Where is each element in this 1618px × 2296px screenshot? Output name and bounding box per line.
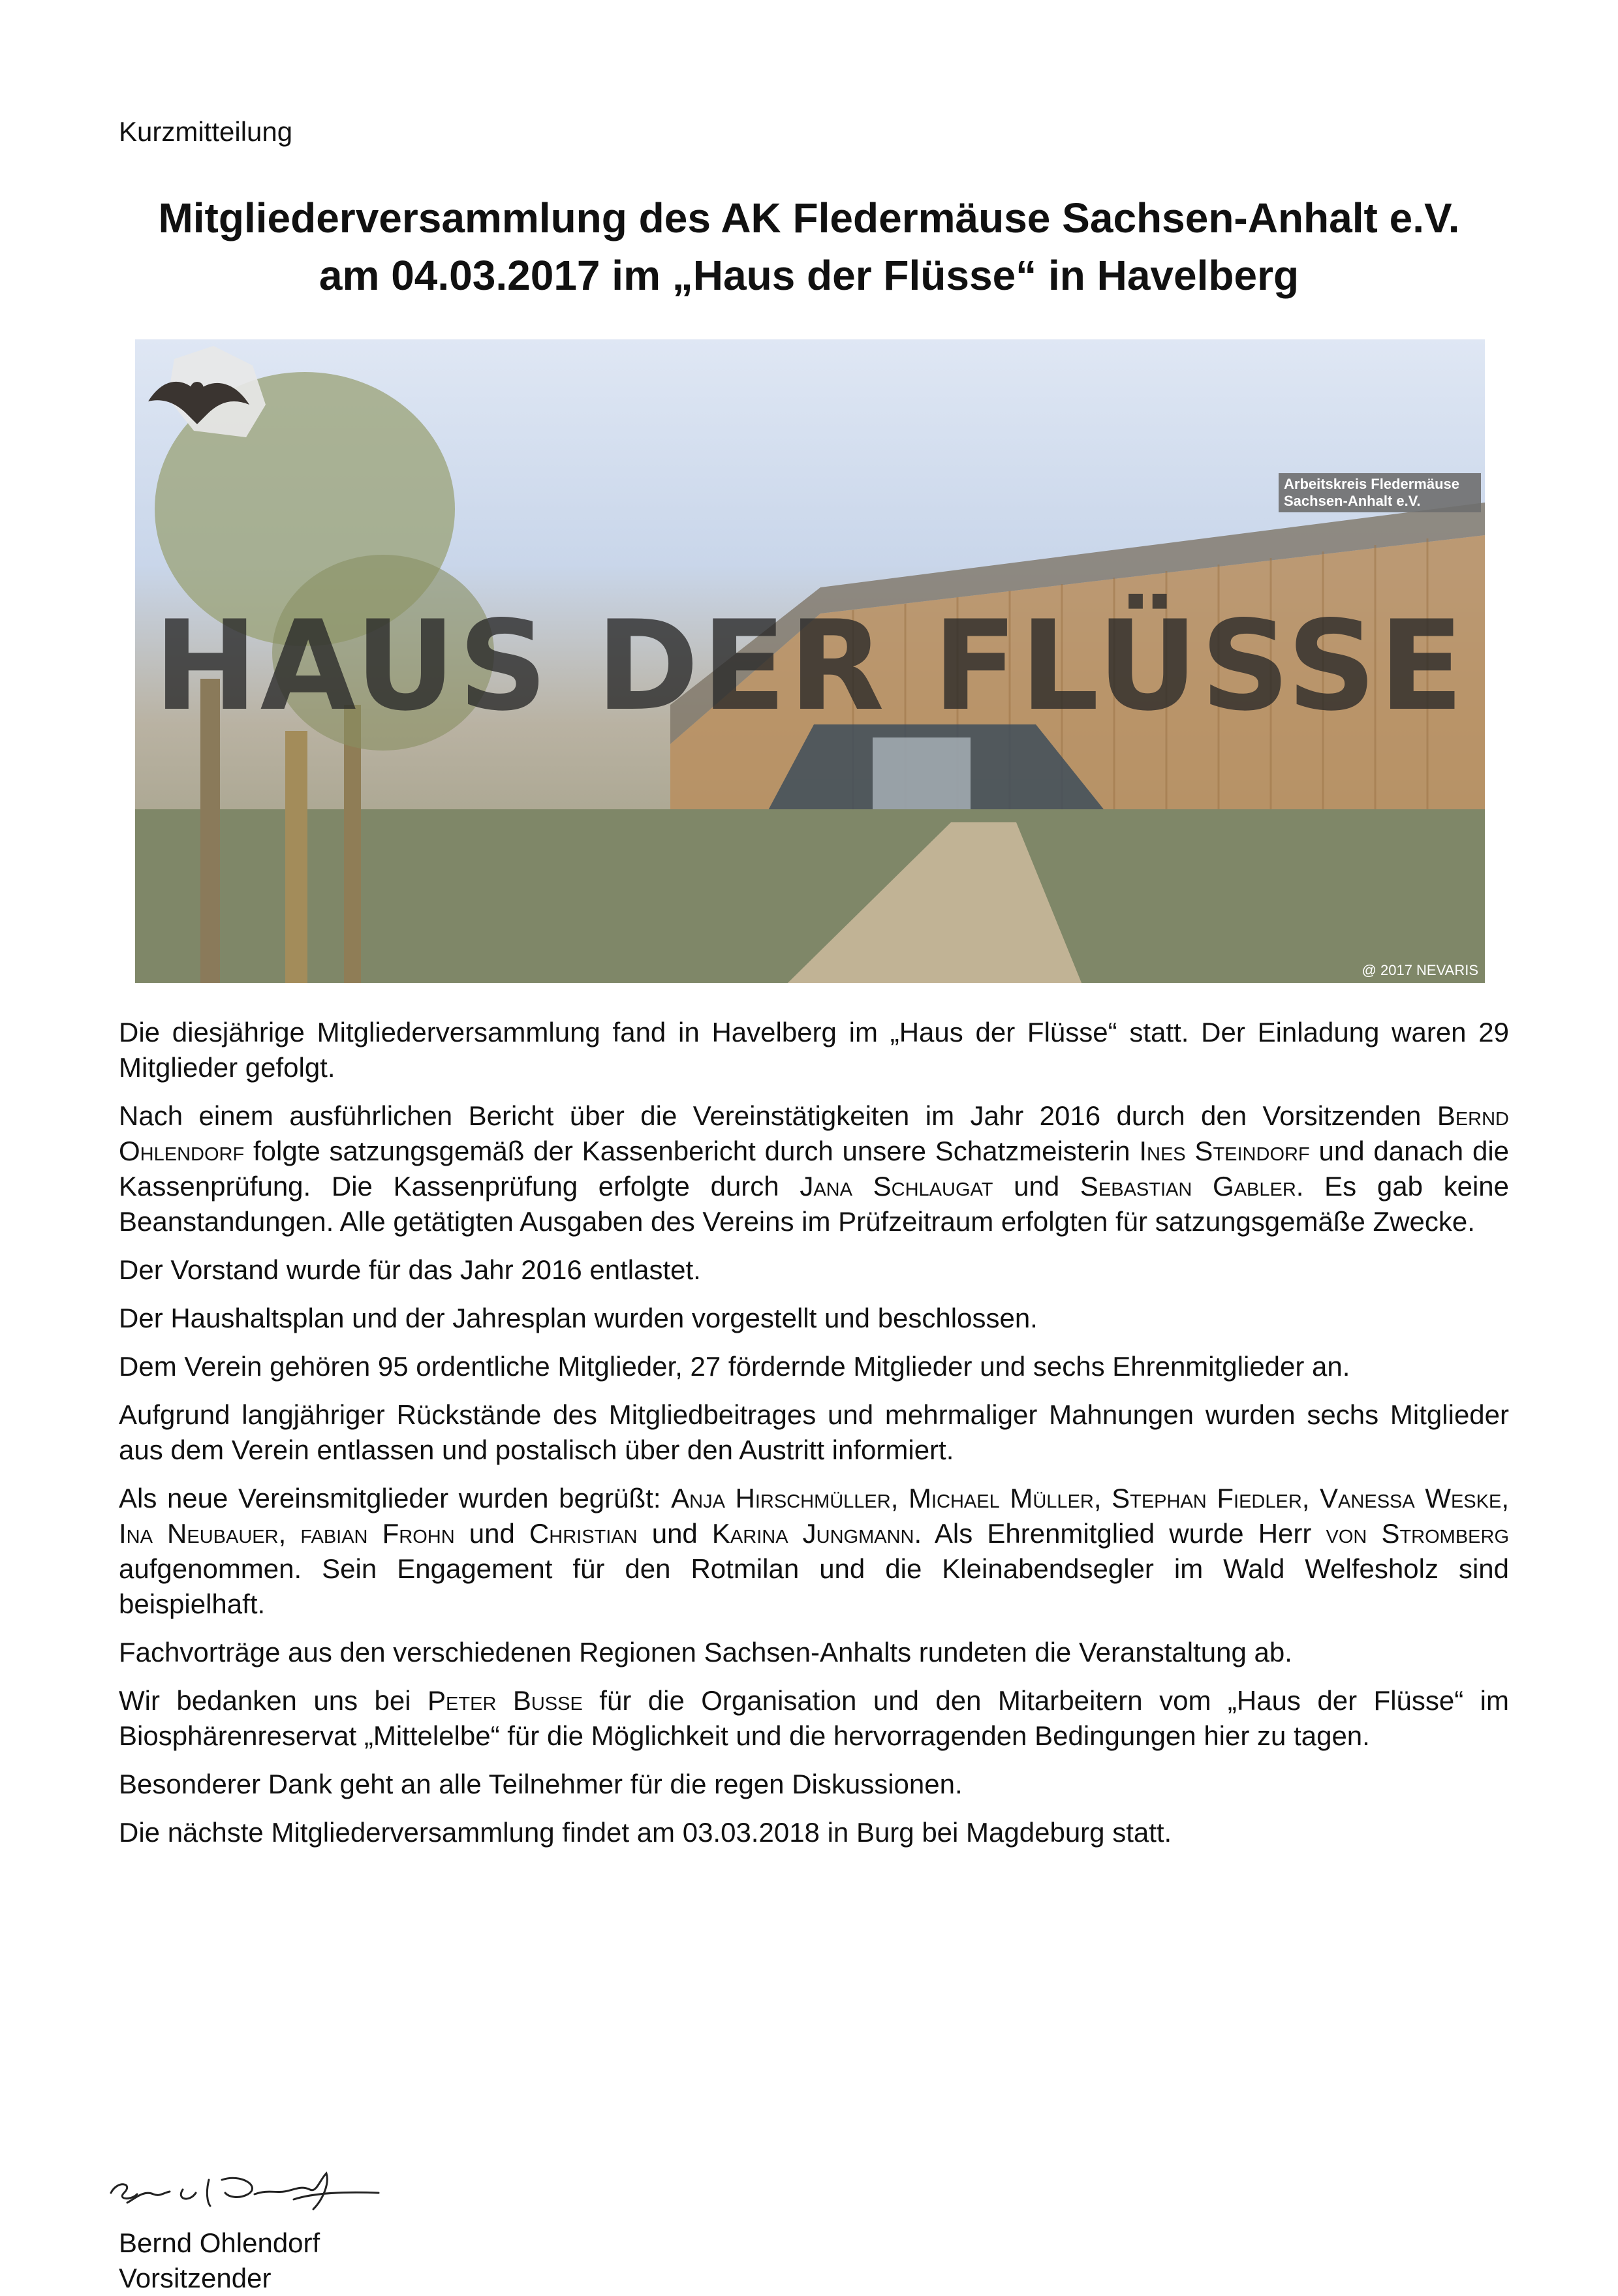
handwritten-signature <box>98 2154 437 2226</box>
logo-label-line-2: Sachsen-Anhalt e.V. <box>1284 493 1421 509</box>
person-name: Anja Hirschmüller <box>671 1483 891 1513</box>
text: Als neue Vereinsmitglieder wurden begrüßt: <box>119 1483 672 1513</box>
entrance-door <box>873 737 971 816</box>
text: , <box>1093 1483 1112 1513</box>
paragraph-11: Die nächste Mitgliederversammlung findet am 03.03.2018 in Burg bei Magdeburg statt. <box>119 1817 1172 1848</box>
person-name: Karina Jungmann <box>711 1518 914 1549</box>
paragraph-9 <box>119 1683 1509 1754</box>
text: , <box>278 1518 301 1549</box>
text: und danach die Kassenprüfung. Die Kassenprüfung erfolgte durch <box>119 1136 1510 1202</box>
person-name: Christian <box>529 1518 638 1549</box>
document-title <box>91 189 1527 304</box>
text: , <box>890 1483 909 1513</box>
text: . Es gab keine Beanstandungen. Alle getätigten Ausgaben des Vereins im Prüfzeitraum erfolgten für satzungsgemäße Zwecke. <box>119 1171 1510 1237</box>
paragraph-3: Der Vorstand wurde für das Jahr 2016 entlastet. <box>119 1254 701 1285</box>
person-name: Ina Neubauer <box>119 1518 279 1549</box>
paragraph-2 <box>119 1098 1509 1239</box>
logo-label <box>1279 473 1481 512</box>
paragraph-7 <box>119 1481 1509 1622</box>
text: für die Organisation und den Mitarbeitern vom „Haus der Flüsse“ im Biosphärenreservat „Mittelelbe“ für die Möglichkeit und die hervorragenden Bedingungen hier zu tagen. <box>119 1685 1509 1751</box>
text: Nach einem ausführlichen Bericht über die Vereinstätigkeiten im Jahr 2016 durch den Vorsitzenden <box>119 1100 1437 1131</box>
person-name: fabian Frohn <box>300 1518 455 1549</box>
paragraph-5: Dem Verein gehören 95 ordentliche Mitglieder, 27 fördernde Mitglieder und sechs Ehrenmitglieder an. <box>119 1351 1350 1382</box>
person-name: Ines Steindorf <box>1139 1136 1310 1166</box>
text: . Als Ehrenmitglied wurde Herr <box>914 1518 1326 1549</box>
paragraph-10: Besonderer Dank geht an alle Teilnehmer für die regen Diskussionen. <box>119 1769 963 1799</box>
person-name: Vanessa Weske <box>1320 1483 1502 1513</box>
photo-credit: @ 2017 NEVARIS <box>1361 962 1478 978</box>
document-body <box>119 1015 1509 1863</box>
paragraph-4: Der Haushaltsplan und der Jahresplan wurden vorgestellt und beschlossen. <box>119 1303 1038 1333</box>
logo-label-line-1: Arbeitskreis Fledermäuse <box>1284 476 1460 492</box>
bat-logo-icon <box>135 339 343 470</box>
text: folgte satzungsgemäß der Kassenbericht durch unsere Schatzmeisterin <box>244 1136 1140 1166</box>
text: und <box>454 1518 529 1549</box>
grass-ground <box>135 809 1485 983</box>
signer-role: Vorsitzender <box>119 2263 272 2293</box>
hero-overlay-title: HAUS DER FLÜSSE <box>153 594 1467 738</box>
text: , <box>1501 1483 1510 1513</box>
person-name: Michael Müller <box>909 1483 1094 1513</box>
paragraph-8: Fachvorträge aus den verschiedenen Regionen Sachsen-Anhalts rundeten die Veranstaltung ab. <box>119 1637 1292 1668</box>
text: und <box>637 1518 712 1549</box>
person-name: Stephan Fiedler <box>1112 1483 1302 1513</box>
text: und <box>993 1171 1080 1202</box>
text: Wir bedanken uns bei <box>119 1685 428 1716</box>
signer-name: Bernd Ohlendorf <box>119 2227 320 2258</box>
person-name: Peter Busse <box>428 1685 583 1716</box>
person-name: Jana Schlaugat <box>800 1171 993 1202</box>
paragraph-6: Aufgrund langjähriger Rückstände des Mitgliedbeitrages und mehrmaliger Mahnungen wurden sechs Mitglieder aus dem Verein entlassen und postalisch über den Austritt informiert. <box>119 1399 1509 1465</box>
person-name: Sebastian Gabler <box>1080 1171 1296 1202</box>
person-name: Bernd Ohlendorf <box>119 1100 1509 1166</box>
title-line-2: am 04.03.2017 im „Haus der Flüsse“ in Havelberg <box>319 252 1299 299</box>
text: , <box>1301 1483 1320 1513</box>
title-line-1: Mitgliederversammlung des AK Fledermäuse Sachsen-Anhalt e.V. <box>158 194 1460 241</box>
signer-block <box>119 2226 320 2296</box>
hero-photo <box>135 339 1485 983</box>
text: aufgenommen. Sein Engagement für den Rotmilan und die Kleinabendsegler im Wald Welfesholz sind beispielhaft. <box>119 1553 1509 1619</box>
document-kicker: Kurzmitteilung <box>119 116 293 147</box>
person-name: von Stromberg <box>1326 1518 1510 1549</box>
paragraph-1: Die diesjährige Mitgliederversammlung fand in Havelberg im „Haus der Flüsse“ statt. Der Einladung waren 29 Mitglieder gefolgt. <box>119 1017 1509 1083</box>
tree-trunk-2 <box>285 731 307 983</box>
